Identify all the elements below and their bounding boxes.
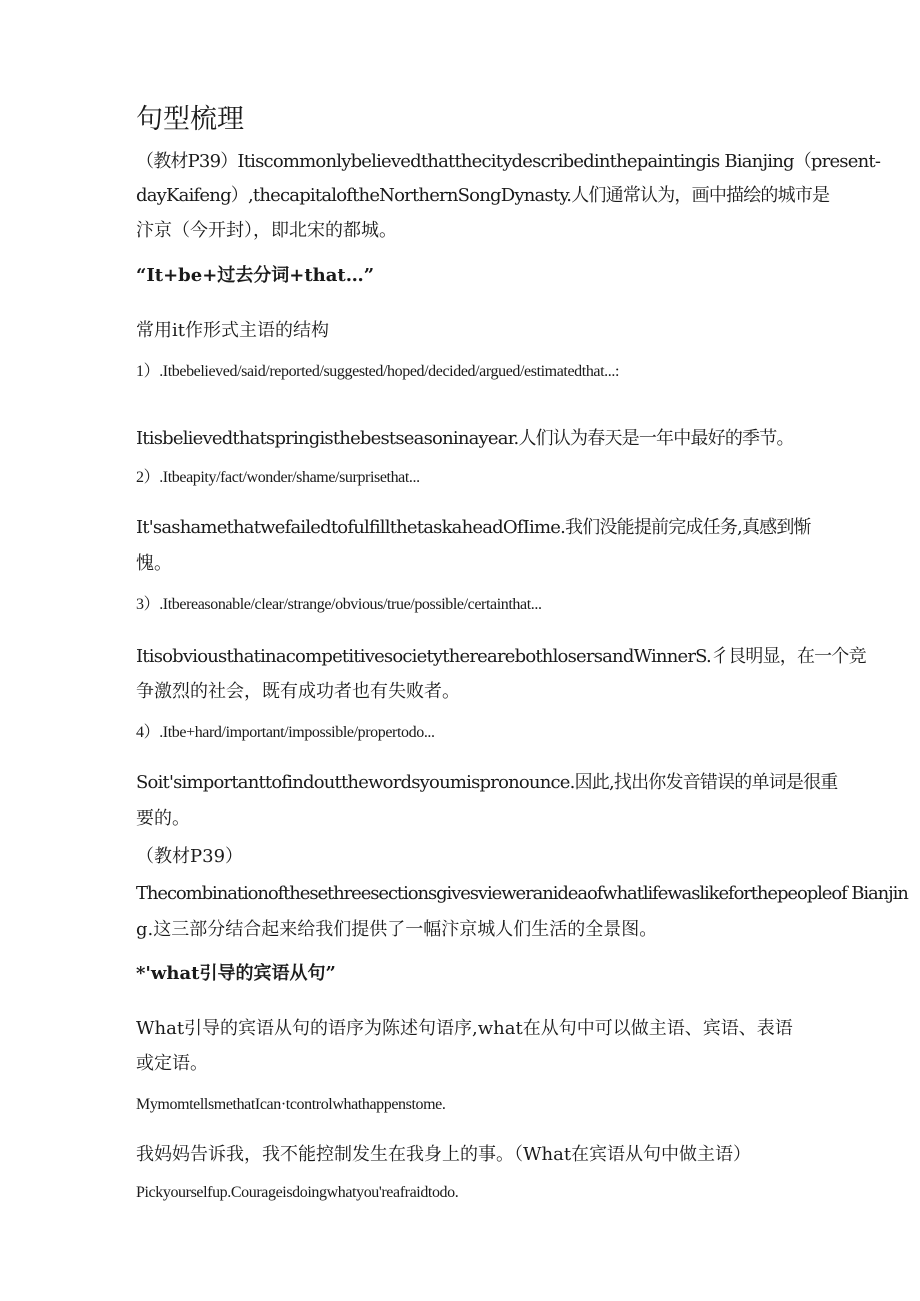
- example-sentence: 要的。: [136, 808, 190, 829]
- section-subheading: 常用it作形式主语的结构: [136, 320, 329, 341]
- paragraph-line: Thecombinationofthesethreesectionsgivesvieweranideaofwhatlifewaslikeforthepeopleof Bianjin: [136, 883, 908, 904]
- example-sentence: MymomtellsmethatIcan·tcontrolwhathappenstome.: [136, 1096, 446, 1113]
- page-title: 句型梳理: [136, 104, 244, 135]
- paragraph-line: dayKaifeng）,thecapitaloftheNorthernSongDynasty.人们通常认为，画中描绘的城市是: [136, 185, 830, 206]
- textbook-reference: （教材P39）: [136, 846, 244, 867]
- paragraph-line: （教材P39）Itiscommonlybelievedthatthecitydescribedinthepaintingis Bianjing（present-: [136, 151, 881, 172]
- paragraph-line: What引导的宾语从句的语序为陈述句语序,what在从句中可以做主语、宾语、表语: [136, 1018, 793, 1039]
- example-sentence: Pickyourselfup.Courageisdoingwhatyou'reafraidtodo.: [136, 1184, 459, 1201]
- pattern-item: 1）.Itbebelieved/said/reported/suggested/hoped/decided/argued/estimatedthat...:: [136, 363, 620, 380]
- paragraph-line: 汴京（今开封），即北宋的都城。: [136, 220, 397, 241]
- example-sentence: 我妈妈告诉我，我不能控制发生在我身上的事。（What在宾语从句中做主语）: [136, 1144, 752, 1165]
- example-sentence: 愧。: [136, 553, 172, 574]
- example-sentence: 争激烈的社会，既有成功者也有失败者。: [136, 681, 460, 702]
- pattern-item: 4）.Itbe+hard/important/impossible/propertodo...: [136, 724, 435, 741]
- example-sentence: Soit'simportanttofindoutthewordsyoumispronounce.因此,找出你发音错误的单词是很重: [136, 772, 838, 793]
- example-sentence: It'sashamethatwefailedtofulfillthetaskaheadOfIime.我们没能提前完成任务,真感到惭: [136, 517, 811, 538]
- section-heading: “It+be+过去分词+that…”: [136, 265, 375, 286]
- paragraph-line: g.这三部分结合起来给我们提供了一幅汴京城人们生活的全景图。: [136, 919, 658, 940]
- pattern-item: 2）.Itbeapity/fact/wonder/shame/surprisethat...: [136, 469, 420, 486]
- example-sentence: Itisbelievedthatspringisthebestseasoninayear.人们认为春天是一年中最好的季节。: [136, 428, 794, 449]
- section-heading: *'what引导的宾语从句”: [136, 963, 336, 984]
- example-sentence: ItisobviousthatinacompetitivesocietytherearebothlosersandWinnerS.彳艮明显，在一个竞: [136, 646, 866, 667]
- paragraph-line: 或定语。: [136, 1053, 208, 1074]
- pattern-item: 3）.Itbereasonable/clear/strange/obvious/true/possible/certainthat...: [136, 596, 542, 613]
